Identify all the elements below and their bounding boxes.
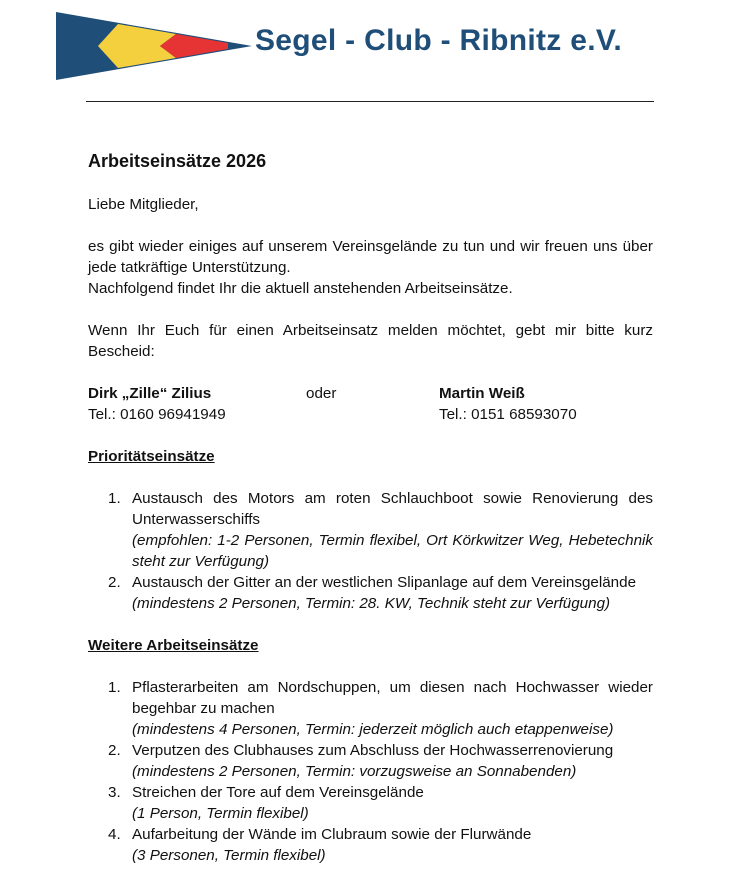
list-number: 4. [108, 826, 121, 843]
list-item [88, 782, 653, 824]
document-body [88, 148, 653, 866]
contact-name: Dirk „Zille“ Zilius [88, 385, 212, 402]
intro-paragraph-2: Nachfolgend findet Ihr die aktuell anstehenden Arbeitseinsätze. [88, 280, 513, 297]
list-number: 1. [108, 679, 121, 696]
further-task-list [88, 677, 653, 866]
list-item [88, 572, 653, 614]
contact-block [88, 383, 653, 425]
task-details: (1 Person, Termin flexibel) [132, 805, 309, 822]
list-number: 1. [108, 490, 121, 507]
list-item [88, 824, 653, 866]
task-description: Aufarbeitung der Wände im Clubraum sowie der Flurwände [132, 826, 532, 843]
priority-task-list [88, 488, 653, 614]
task-description: Verputzen des Clubhauses zum Abschluss der Hochwasserrenovierung [132, 742, 614, 759]
task-details: (mindestens 2 Personen, Termin: vorzugsweise an Sonnabenden) [132, 763, 577, 780]
list-number: 2. [108, 742, 121, 759]
contact-separator: oder [306, 385, 337, 402]
task-description: Pflasterarbeiten am Nordschuppen, um diesen nach Hochwasser wieder begehbar zu machen [132, 679, 653, 717]
task-description: Streichen der Tore auf dem Vereinsgelände [132, 784, 424, 801]
club-pennant-logo [56, 12, 252, 80]
task-description: Austausch der Gitter an der westlichen Slipanlage auf dem Vereinsgelände [132, 574, 637, 591]
further-heading: Weitere Arbeitseinsätze [88, 637, 259, 654]
document-title: Arbeitseinsätze 2026 [88, 151, 267, 171]
club-name: Segel - Club - Ribnitz e.V. [255, 24, 623, 57]
intro-paragraph-1: es gibt wieder einiges auf unserem Vereinsgelände zu tun und wir freuen uns über jede tatkräftige Unterstützung. [88, 238, 653, 276]
task-details: (mindestens 2 Personen, Termin: 28. KW, Technik steht zur Verfügung) [132, 595, 611, 612]
list-number: 3. [108, 784, 121, 801]
intro-paragraph-3: Wenn Ihr Euch für einen Arbeitseinsatz melden möchtet, gebt mir bitte kurz Bescheid: [88, 322, 653, 360]
contact-name: Martin Weiß [439, 385, 525, 402]
list-item [88, 677, 653, 740]
list-item [88, 488, 653, 572]
task-description: Austausch des Motors am roten Schlauchboot sowie Renovierung des Unterwasserschiffs [132, 490, 653, 528]
contact-phone: Tel.: 0151 68593070 [439, 406, 577, 423]
contact-2 [439, 383, 577, 425]
header-divider [86, 101, 654, 102]
contact-1 [88, 383, 226, 425]
task-details: (mindestens 4 Personen, Termin: jederzeit möglich auch etappenweise) [132, 721, 614, 738]
salutation: Liebe Mitglieder, [88, 196, 199, 213]
contact-phone: Tel.: 0160 96941949 [88, 406, 226, 423]
priority-heading: Prioritätseinsätze [88, 448, 215, 465]
task-details: (3 Personen, Termin flexibel) [132, 847, 326, 864]
task-details: (empfohlen: 1-2 Personen, Termin flexibel, Ort Körkwitzer Weg, Hebetechnik steht zur Verfügung) [132, 532, 653, 570]
list-number: 2. [108, 574, 121, 591]
list-item [88, 740, 653, 782]
